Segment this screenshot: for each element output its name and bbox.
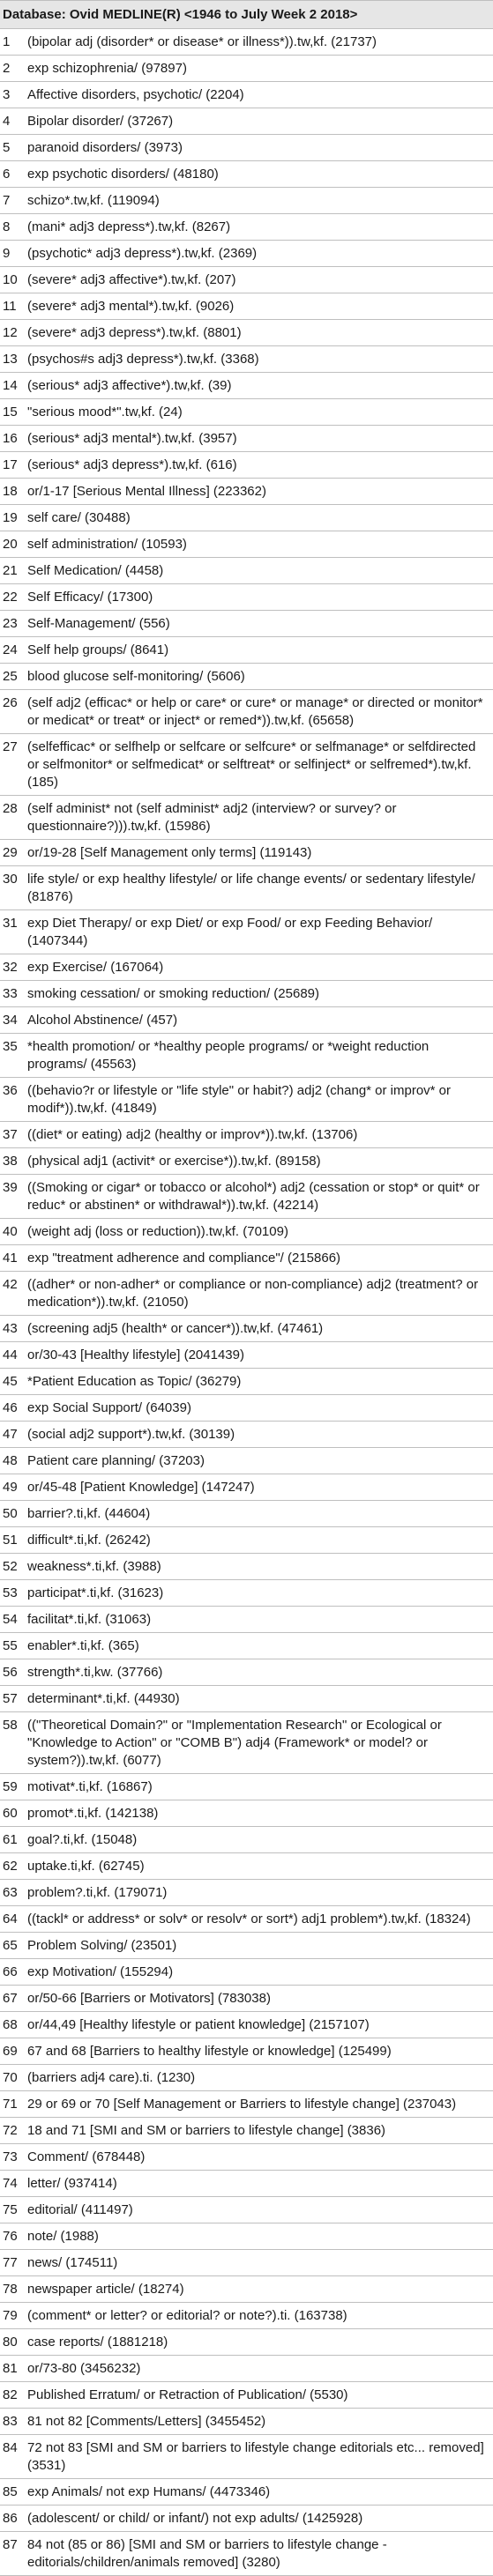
search-line xyxy=(0,188,493,214)
line-number: 21 xyxy=(3,563,18,578)
search-line xyxy=(0,479,493,505)
search-query: or/1-17 [Serious Mental Illness] (223362) xyxy=(27,484,266,499)
search-line xyxy=(0,2479,493,2505)
search-line xyxy=(0,2382,493,2409)
search-line xyxy=(0,981,493,1007)
search-line xyxy=(0,2303,493,2329)
line-number: 76 xyxy=(3,2229,18,2244)
line-number: 11 xyxy=(3,299,17,314)
search-line xyxy=(0,505,493,531)
search-query: exp Diet Therapy/ or exp Diet/ or exp Food/ or exp Feeding Behavior/ (1407344) xyxy=(27,916,437,948)
line-number: 55 xyxy=(3,1638,18,1653)
search-query: life style/ or exp healthy lifestyle/ or life change events/ or sedentary lifestyle/ (81876) xyxy=(27,872,479,904)
search-query: (psychos#s adj3 depress*).tw,kf. (3368) xyxy=(27,352,259,367)
search-line xyxy=(0,1395,493,1422)
line-number: 39 xyxy=(3,1180,18,1195)
search-query: news/ (174511) xyxy=(27,2255,118,2270)
search-query: Self-Management/ (556) xyxy=(27,616,170,631)
line-number: 77 xyxy=(3,2255,18,2270)
search-query: exp Animals/ not exp Humans/ (4473346) xyxy=(27,2484,271,2499)
search-query: (self adj2 (efficac* or help or care* or cure* or manage* or directed or monitor* or medicat* or treat* or inject* or remed*)).tw,kf. (65658) xyxy=(27,695,487,728)
line-number: 5 xyxy=(3,140,11,155)
line-number: 87 xyxy=(3,2537,18,2552)
search-query: participat*.ti,kf. (31623) xyxy=(27,1585,164,1600)
search-line xyxy=(0,1422,493,1448)
search-query: letter/ (937414) xyxy=(27,2176,117,2191)
line-number: 63 xyxy=(3,1885,18,1900)
line-number: 19 xyxy=(3,510,18,525)
search-lines xyxy=(0,29,493,2576)
search-query: (mani* adj3 depress*).tw,kf. (8267) xyxy=(27,219,231,234)
search-query: or/30-43 [Healthy lifestyle] (2041439) xyxy=(27,1347,244,1362)
search-line xyxy=(0,1219,493,1245)
search-line xyxy=(0,29,493,56)
search-query: barrier?.ti,kf. (44604) xyxy=(27,1506,151,1521)
search-query: *health promotion/ or *healthy people programs/ or *weight reduction programs/ (45563) xyxy=(27,1039,433,1072)
search-query: editorial/ (411497) xyxy=(27,2202,133,2217)
line-number: 12 xyxy=(3,325,18,340)
search-query: (adolescent/ or child/ or infant/) not exp adults/ (1425928) xyxy=(27,2511,363,2526)
line-number: 16 xyxy=(3,431,18,446)
line-number: 8 xyxy=(3,219,11,234)
search-line xyxy=(0,1034,493,1078)
search-line xyxy=(0,531,493,558)
search-line xyxy=(0,320,493,346)
line-number: 69 xyxy=(3,2044,18,2059)
line-number: 57 xyxy=(3,1691,18,1706)
line-number: 30 xyxy=(3,872,18,887)
line-number: 35 xyxy=(3,1039,18,1054)
search-query: motivat*.ti,kf. (16867) xyxy=(27,1779,153,1794)
search-line xyxy=(0,1501,493,1527)
search-query: schizo*.tw,kf. (119094) xyxy=(27,193,160,208)
line-number: 37 xyxy=(3,1127,18,1142)
line-number: 32 xyxy=(3,960,18,975)
search-line xyxy=(0,1122,493,1148)
line-number: 56 xyxy=(3,1665,18,1680)
search-line xyxy=(0,1800,493,1827)
search-query: *Patient Education as Topic/ (36279) xyxy=(27,1374,242,1389)
search-query: (serious* adj3 mental*).tw,kf. (3957) xyxy=(27,431,237,446)
search-line xyxy=(0,664,493,690)
search-query: (("Theoretical Domain?" or "Implementation Research" or Ecological or "Knowledge to Action" or "COMB B") adj4 (Framework* or model? or system?)).tw,kf. (6077) xyxy=(27,1718,445,1768)
line-number: 83 xyxy=(3,2414,18,2429)
search-query: exp psychotic disorders/ (48180) xyxy=(27,167,219,182)
line-number: 64 xyxy=(3,1912,18,1926)
line-number: 3 xyxy=(3,87,11,102)
search-query: "serious mood*".tw,kf. (24) xyxy=(27,405,183,419)
line-number: 78 xyxy=(3,2282,18,2297)
search-line xyxy=(0,1245,493,1272)
search-query: 84 not (85 or 86) [SMI and SM or barriers to lifestyle change - editorials/children/animals removed] (3280) xyxy=(27,2537,391,2570)
search-line xyxy=(0,1774,493,1800)
line-number: 44 xyxy=(3,1347,18,1362)
search-query: Published Erratum/ or Retraction of Publication/ (5530) xyxy=(27,2387,348,2402)
search-line xyxy=(0,2250,493,2276)
search-line xyxy=(0,1316,493,1342)
search-line xyxy=(0,346,493,373)
search-line xyxy=(0,2118,493,2144)
line-number: 43 xyxy=(3,1321,18,1336)
search-query: (serious* adj3 depress*).tw,kf. (616) xyxy=(27,457,237,472)
search-query: 81 not 82 [Comments/Letters] (3455452) xyxy=(27,2414,266,2429)
line-number: 52 xyxy=(3,1559,18,1574)
line-number: 15 xyxy=(3,405,18,419)
line-number: 65 xyxy=(3,1938,18,1953)
search-line xyxy=(0,1369,493,1395)
search-query: (self administ* not (self administ* adj2 (interview? or survey? or questionnaire?))).tw,kf. (15986) xyxy=(27,801,400,834)
line-number: 62 xyxy=(3,1859,18,1874)
line-number: 72 xyxy=(3,2123,18,2138)
line-number: 84 xyxy=(3,2440,18,2455)
search-line xyxy=(0,796,493,840)
search-line xyxy=(0,2171,493,2197)
search-query: 29 or 69 or 70 [Self Management or Barriers to lifestyle change] (237043) xyxy=(27,2097,457,2112)
line-number: 6 xyxy=(3,167,11,182)
search-query: Self help groups/ (8641) xyxy=(27,642,169,657)
search-query: blood glucose self-monitoring/ (5606) xyxy=(27,669,245,684)
line-number: 4 xyxy=(3,114,11,129)
search-query: Alcohol Abstinence/ (457) xyxy=(27,1013,178,1028)
line-number: 42 xyxy=(3,1277,18,1292)
line-number: 17 xyxy=(3,457,18,472)
search-query: ((behavio?r or lifestyle or "life style" or habit?) adj2 (chang* or improv* or modif*)).tw,kf. (41849) xyxy=(27,1083,455,1116)
search-line xyxy=(0,1853,493,1880)
search-line xyxy=(0,2356,493,2382)
search-line xyxy=(0,1007,493,1034)
search-line xyxy=(0,1078,493,1122)
line-number: 74 xyxy=(3,2176,18,2191)
search-query: 72 not 83 [SMI and SM or barriers to lifestyle change editorials etc... removed] (3531) xyxy=(27,2440,488,2473)
search-query: (selfefficac* or selfhelp or selfcare or selfcure* or selfmanage* or selfdirected or selfmonitor* or selfmedicat* or selftreat* or selfinject* or selfremed*).tw,kf. (185) xyxy=(27,739,480,790)
line-number: 36 xyxy=(3,1083,18,1098)
search-query: self care/ (30488) xyxy=(27,510,131,525)
search-query: (physical adj1 (activit* or exercise*)).tw,kf. (89158) xyxy=(27,1154,321,1169)
search-query: (comment* or letter? or editorial? or note?).ti. (163738) xyxy=(27,2308,347,2323)
line-number: 7 xyxy=(3,193,11,208)
search-query: exp Exercise/ (167064) xyxy=(27,960,164,975)
line-number: 34 xyxy=(3,1013,18,1028)
line-number: 86 xyxy=(3,2511,18,2526)
search-line xyxy=(0,2012,493,2038)
line-number: 9 xyxy=(3,246,11,261)
search-line xyxy=(0,1474,493,1501)
search-line xyxy=(0,2435,493,2479)
line-number: 49 xyxy=(3,1480,18,1495)
search-line xyxy=(0,910,493,954)
search-query: weakness*.ti,kf. (3988) xyxy=(27,1559,161,1574)
search-query: exp "treatment adherence and compliance"/ (215866) xyxy=(27,1251,341,1266)
search-query: (social adj2 support*).tw,kf. (30139) xyxy=(27,1427,235,1442)
search-line xyxy=(0,1986,493,2012)
line-number: 20 xyxy=(3,537,18,552)
search-line xyxy=(0,293,493,320)
line-number: 22 xyxy=(3,590,18,605)
search-line xyxy=(0,1342,493,1369)
search-query: or/73-80 (3456232) xyxy=(27,2361,141,2376)
search-line xyxy=(0,2505,493,2532)
search-line xyxy=(0,1580,493,1607)
line-number: 38 xyxy=(3,1154,18,1169)
search-line xyxy=(0,1607,493,1633)
line-number: 59 xyxy=(3,1779,18,1794)
line-number: 1 xyxy=(3,34,11,49)
line-number: 68 xyxy=(3,2017,18,2032)
line-number: 29 xyxy=(3,845,18,860)
search-line xyxy=(0,1880,493,1906)
line-number: 71 xyxy=(3,2097,18,2112)
search-line xyxy=(0,214,493,241)
search-line xyxy=(0,1633,493,1659)
search-query: Self Medication/ (4458) xyxy=(27,563,164,578)
search-line xyxy=(0,1906,493,1933)
line-number: 67 xyxy=(3,1991,18,2006)
line-number: 50 xyxy=(3,1506,18,1521)
search-line xyxy=(0,1686,493,1712)
line-number: 60 xyxy=(3,1806,18,1821)
search-line xyxy=(0,135,493,161)
search-query: 18 and 71 [SMI and SM or barriers to lifestyle change] (3836) xyxy=(27,2123,386,2138)
line-number: 31 xyxy=(3,916,18,931)
search-query: exp Social Support/ (64039) xyxy=(27,1400,191,1415)
line-number: 33 xyxy=(3,986,18,1001)
search-query: Bipolar disorder/ (37267) xyxy=(27,114,174,129)
search-query: smoking cessation/ or smoking reduction/ (25689) xyxy=(27,986,319,1001)
search-line xyxy=(0,452,493,479)
search-line xyxy=(0,2409,493,2435)
search-query: or/19-28 [Self Management only terms] (119143) xyxy=(27,845,312,860)
line-number: 24 xyxy=(3,642,18,657)
search-line xyxy=(0,161,493,188)
search-query: (weight adj (loss or reduction)).tw,kf. (70109) xyxy=(27,1224,288,1239)
line-number: 66 xyxy=(3,1964,18,1979)
line-number: 2 xyxy=(3,61,11,76)
search-line xyxy=(0,2144,493,2171)
line-number: 46 xyxy=(3,1400,18,1415)
search-query: paranoid disorders/ (3973) xyxy=(27,140,183,155)
search-line xyxy=(0,399,493,426)
line-number: 61 xyxy=(3,1832,18,1847)
search-line xyxy=(0,1554,493,1580)
search-query: difficult*.ti,kf. (26242) xyxy=(27,1533,151,1548)
search-query: or/45-48 [Patient Knowledge] (147247) xyxy=(27,1480,255,1495)
search-line xyxy=(0,1933,493,1959)
search-query: (psychotic* adj3 depress*).tw,kf. (2369) xyxy=(27,246,258,261)
line-number: 47 xyxy=(3,1427,18,1442)
search-line xyxy=(0,1959,493,1986)
search-line xyxy=(0,2532,493,2576)
search-query: 67 and 68 [Barriers to healthy lifestyle or knowledge] (125499) xyxy=(27,2044,392,2059)
search-query: or/44,49 [Healthy lifestyle or patient knowledge] (2157107) xyxy=(27,2017,370,2032)
search-line xyxy=(0,1448,493,1474)
search-line xyxy=(0,611,493,637)
search-query: (severe* adj3 affective*).tw,kf. (207) xyxy=(27,272,236,287)
search-query: newspaper article/ (18274) xyxy=(27,2282,184,2297)
database-header: Database: Ovid MEDLINE(R) <1946 to July Week 2 2018> xyxy=(0,1,493,29)
line-number: 51 xyxy=(3,1533,18,1548)
line-number: 28 xyxy=(3,801,18,816)
line-number: 70 xyxy=(3,2070,18,2085)
search-line xyxy=(0,1272,493,1316)
search-line xyxy=(0,840,493,866)
line-number: 40 xyxy=(3,1224,18,1239)
line-number: 54 xyxy=(3,1612,18,1627)
search-query: ((tackl* or address* or solv* or resolv* or sort*) adj1 problem*).tw,kf. (18324) xyxy=(27,1912,471,1926)
line-number: 53 xyxy=(3,1585,18,1600)
search-line xyxy=(0,954,493,981)
line-number: 85 xyxy=(3,2484,18,2499)
search-line xyxy=(0,1148,493,1175)
search-query: problem?.ti,kf. (179071) xyxy=(27,1885,168,1900)
search-query: Patient care planning/ (37203) xyxy=(27,1453,205,1468)
search-query: note/ (1988) xyxy=(27,2229,99,2244)
search-query: promot*.ti,kf. (142138) xyxy=(27,1806,159,1821)
search-line xyxy=(0,2223,493,2250)
search-line xyxy=(0,866,493,910)
search-query: exp schizophrenia/ (97897) xyxy=(27,61,187,76)
search-query: Problem Solving/ (23501) xyxy=(27,1938,177,1953)
search-line xyxy=(0,584,493,611)
line-number: 81 xyxy=(3,2361,18,2376)
search-line xyxy=(0,108,493,135)
search-line xyxy=(0,56,493,82)
search-query: goal?.ti,kf. (15048) xyxy=(27,1832,138,1847)
search-line xyxy=(0,2038,493,2065)
search-query: Affective disorders, psychotic/ (2204) xyxy=(27,87,244,102)
search-line xyxy=(0,2065,493,2091)
search-query: facilitat*.ti,kf. (31063) xyxy=(27,1612,152,1627)
search-line xyxy=(0,2197,493,2223)
search-query: uptake.ti,kf. (62745) xyxy=(27,1859,145,1874)
line-number: 26 xyxy=(3,695,18,710)
search-line xyxy=(0,1527,493,1554)
search-line xyxy=(0,373,493,399)
search-query: ((Smoking or cigar* or tobacco or alcohol*) adj2 (cessation or stop* or quit* or reduc* or abstinen* or withdrawal*)).tw,kf. (42214) xyxy=(27,1180,483,1213)
search-line xyxy=(0,2091,493,2118)
search-line xyxy=(0,267,493,293)
search-query: determinant*.ti,kf. (44930) xyxy=(27,1691,180,1706)
search-query: Self Efficacy/ (17300) xyxy=(27,590,153,605)
search-query: Comment/ (678448) xyxy=(27,2149,146,2164)
search-line xyxy=(0,2276,493,2303)
search-query: case reports/ (1881218) xyxy=(27,2335,168,2350)
search-line xyxy=(0,241,493,267)
line-number: 10 xyxy=(3,272,18,287)
search-query: (barriers adj4 care).ti. (1230) xyxy=(27,2070,196,2085)
search-query: (bipolar adj (disorder* or disease* or illness*)).tw,kf. (21737) xyxy=(27,34,377,49)
search-query: (severe* adj3 depress*).tw,kf. (8801) xyxy=(27,325,242,340)
search-query: (screening adj5 (health* or cancer*)).tw,kf. (47461) xyxy=(27,1321,324,1336)
search-query: ((adher* or non-adher* or compliance or non-compliance) adj2 (treatment? or medication*)).tw,kf. (21050) xyxy=(27,1277,482,1310)
search-line xyxy=(0,734,493,796)
line-number: 41 xyxy=(3,1251,18,1266)
line-number: 73 xyxy=(3,2149,18,2164)
search-line xyxy=(0,2329,493,2356)
line-number: 79 xyxy=(3,2308,18,2323)
line-number: 58 xyxy=(3,1718,18,1733)
search-line xyxy=(0,1827,493,1853)
search-line xyxy=(0,426,493,452)
search-query: (severe* adj3 mental*).tw,kf. (9026) xyxy=(27,299,235,314)
search-line xyxy=(0,1175,493,1219)
line-number: 48 xyxy=(3,1453,18,1468)
line-number: 23 xyxy=(3,616,18,631)
line-number: 80 xyxy=(3,2335,18,2350)
search-query: self administration/ (10593) xyxy=(27,537,187,552)
search-line xyxy=(0,1659,493,1686)
line-number: 82 xyxy=(3,2387,18,2402)
search-line xyxy=(0,637,493,664)
search-line xyxy=(0,690,493,734)
line-number: 45 xyxy=(3,1374,18,1389)
search-query: exp Motivation/ (155294) xyxy=(27,1964,174,1979)
line-number: 14 xyxy=(3,378,18,393)
line-number: 27 xyxy=(3,739,18,754)
search-line xyxy=(0,1712,493,1774)
search-query: strength*.ti,kw. (37766) xyxy=(27,1665,163,1680)
line-number: 13 xyxy=(3,352,18,367)
line-number: 18 xyxy=(3,484,18,499)
search-line xyxy=(0,82,493,108)
line-number: 25 xyxy=(3,669,18,684)
search-query: (serious* adj3 affective*).tw,kf. (39) xyxy=(27,378,232,393)
search-query: or/50-66 [Barriers or Motivators] (783038) xyxy=(27,1991,271,2006)
search-query: enabler*.ti,kf. (365) xyxy=(27,1638,139,1653)
search-query: ((diet* or eating) adj2 (healthy or improv*)).tw,kf. (13706) xyxy=(27,1127,358,1142)
line-number: 75 xyxy=(3,2202,18,2217)
search-line xyxy=(0,558,493,584)
